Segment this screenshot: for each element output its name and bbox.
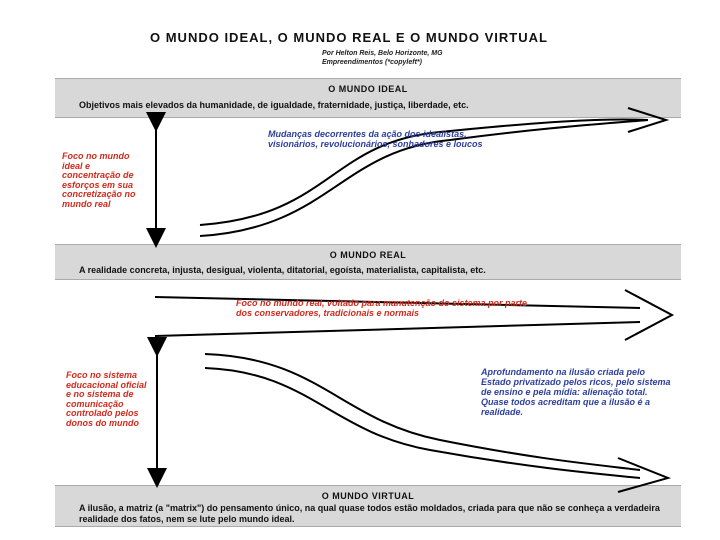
diagram-title: O MUNDO IDEAL, O MUNDO REAL E O MUNDO VIRTUAL: [150, 30, 548, 45]
real-world-text: A realidade concreta, injusta, desigual, violenta, ditatorial, egoísta, materialista, capitalista, etc.: [79, 265, 486, 275]
downward-arrowhead: [618, 458, 668, 492]
real-focus-line-bottom: [155, 322, 640, 336]
ideal-world-text: Objetivos mais elevados da humanidade, de igualdade, fraternidade, justiça, liberdade, etc.: [79, 100, 469, 110]
byline-author: Por Helton Reis, Belo Horizonte, MG: [322, 50, 443, 57]
virtual-world-title: O MUNDO VIRTUAL: [321, 491, 415, 501]
real-focus-arrowhead: [625, 290, 672, 340]
virtual-world-text: A ilusão, a matriz (a "matrix") do pensamento único, na qual quase todos estão moldados, criada para que não se conheça a verdadeira realidade dos fatos, nem se lute pelo mundo ideal.: [79, 503, 660, 524]
real-world-title: O MUNDO REAL: [329, 250, 407, 260]
idealists-change-note: Mudanças decorrentes da ação dos idealistas, visionários, revolucionários, sonhadores e loucos: [268, 129, 483, 149]
education-focus-note: Foco no sistema educacional oficial e no sistema de comunicação controlado pelos donos do mundo: [66, 370, 147, 428]
real-focus-note: Foco no mundo real, voltado para manutenção do sistema por parte dos conservadores, tradicionais e normais: [236, 298, 528, 318]
byline-org: Empreendimentos (*copyleft*): [322, 59, 422, 66]
illusion-deepening-note: Aprofundamento na ilusão criada pelo Estado privatizado pelos ricos, pelo sistema de ensino e pela mídia: alienação total. Quase todos acreditam que a ilusão é a realidade.: [481, 367, 671, 417]
ideal-focus-note: Foco no mundo ideal e concentração de esforços em sua concretização no mundo real: [62, 151, 136, 209]
ideal-world-title: O MUNDO IDEAL: [328, 84, 408, 94]
